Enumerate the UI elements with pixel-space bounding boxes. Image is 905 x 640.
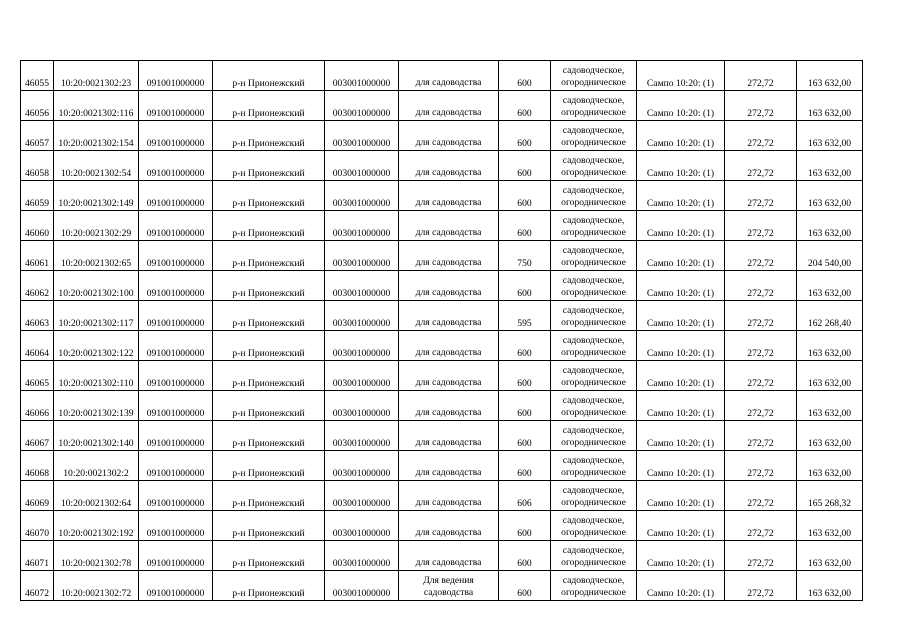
cell-oktmo-code: 091001000000 [139,181,213,211]
cell-okato-code: 003001000000 [325,511,399,541]
cell-specific-value: 272,72 [725,451,797,481]
cell-cadastral-number: 10:20:0021302:100 [54,271,139,301]
cell-oktmo-code: 091001000000 [139,421,213,451]
cell-okato-code: 003001000000 [325,211,399,241]
cell-cadastral-zone: Сампо 10:20: (1) [637,361,725,391]
cell-use-category: садоводческое, огородническое [551,421,637,451]
table-row [21,331,863,361]
cell-district: р-н Прионежский [213,361,325,391]
cell-area: 600 [499,511,551,541]
cell-oktmo-code: 091001000000 [139,361,213,391]
cell-cadastral-value: 163 632,00 [797,181,863,211]
cell-okato-code: 003001000000 [325,121,399,151]
cell-district: р-н Прионежский [213,511,325,541]
cell-area: 600 [499,91,551,121]
table-row [21,361,863,391]
cell-cadastral-zone: Сампо 10:20: (1) [637,61,725,91]
table-row [21,121,863,151]
table-row [21,271,863,301]
cell-cadastral-number: 10:20:0021302:154 [54,121,139,151]
cell-cadastral-zone: Сампо 10:20: (1) [637,421,725,451]
cell-oktmo-code: 091001000000 [139,91,213,121]
cell-oktmo-code: 091001000000 [139,511,213,541]
cell-cadastral-value: 163 632,00 [797,151,863,181]
cell-use-category: садоводческое, огородническое [551,211,637,241]
cell-okato-code: 003001000000 [325,451,399,481]
cell-row-number: 46055 [21,61,54,91]
cell-use-category: садоводческое, огородническое [551,511,637,541]
cell-specific-value: 272,72 [725,421,797,451]
cell-cadastral-value: 163 632,00 [797,271,863,301]
cell-cadastral-value: 162 268,40 [797,301,863,331]
cell-okato-code: 003001000000 [325,391,399,421]
document-page [20,60,863,601]
cell-oktmo-code: 091001000000 [139,121,213,151]
cell-specific-value: 272,72 [725,271,797,301]
cell-permitted-use: для садоводства [399,511,499,541]
table-row [21,511,863,541]
cell-specific-value: 272,72 [725,361,797,391]
cell-permitted-use: для садоводства [399,241,499,271]
cell-cadastral-number: 10:20:0021302:72 [54,571,139,601]
cell-row-number: 46069 [21,481,54,511]
cell-district: р-н Прионежский [213,91,325,121]
cell-use-category: садоводческое, огородническое [551,541,637,571]
cell-area: 600 [499,421,551,451]
cell-permitted-use: для садоводства [399,61,499,91]
cell-cadastral-number: 10:20:0021302:64 [54,481,139,511]
cell-cadastral-value: 163 632,00 [797,61,863,91]
table-row [21,541,863,571]
cell-okato-code: 003001000000 [325,91,399,121]
cell-district: р-н Прионежский [213,241,325,271]
cell-cadastral-zone: Сампо 10:20: (1) [637,511,725,541]
cell-area: 600 [499,541,551,571]
cell-use-category: садоводческое, огородническое [551,331,637,361]
cell-okato-code: 003001000000 [325,271,399,301]
cell-district: р-н Прионежский [213,301,325,331]
cell-specific-value: 272,72 [725,61,797,91]
cell-area: 600 [499,571,551,601]
table-body [21,61,863,601]
cell-permitted-use: для садоводства [399,271,499,301]
cell-row-number: 46062 [21,271,54,301]
cell-row-number: 46071 [21,541,54,571]
cell-cadastral-value: 163 632,00 [797,451,863,481]
cell-specific-value: 272,72 [725,91,797,121]
cell-cadastral-zone: Сампо 10:20: (1) [637,121,725,151]
cell-cadastral-value: 163 632,00 [797,511,863,541]
cell-oktmo-code: 091001000000 [139,331,213,361]
cell-permitted-use: для садоводства [399,481,499,511]
cell-permitted-use: для садоводства [399,181,499,211]
cell-okato-code: 003001000000 [325,571,399,601]
cell-permitted-use: для садоводства [399,421,499,451]
cell-use-category: садоводческое, огородническое [551,271,637,301]
cell-cadastral-zone: Сампо 10:20: (1) [637,331,725,361]
cell-oktmo-code: 091001000000 [139,211,213,241]
cell-row-number: 46068 [21,451,54,481]
cell-cadastral-zone: Сампо 10:20: (1) [637,271,725,301]
cell-oktmo-code: 091001000000 [139,271,213,301]
cell-specific-value: 272,72 [725,511,797,541]
cell-district: р-н Прионежский [213,541,325,571]
cell-use-category: садоводческое, огородническое [551,121,637,151]
cell-area: 600 [499,361,551,391]
cell-district: р-н Прионежский [213,421,325,451]
table-row [21,421,863,451]
cell-cadastral-number: 10:20:0021302:192 [54,511,139,541]
cell-area: 750 [499,241,551,271]
cell-district: р-н Прионежский [213,181,325,211]
cell-oktmo-code: 091001000000 [139,151,213,181]
cell-permitted-use: для садоводства [399,121,499,151]
cell-okato-code: 003001000000 [325,151,399,181]
cell-use-category: садоводческое, огородническое [551,481,637,511]
table-row [21,301,863,331]
cell-specific-value: 272,72 [725,241,797,271]
cell-use-category: садоводческое, огородническое [551,151,637,181]
cell-cadastral-number: 10:20:0021302:54 [54,151,139,181]
cell-cadastral-zone: Сампо 10:20: (1) [637,391,725,421]
cell-cadastral-number: 10:20:0021302:29 [54,211,139,241]
cell-cadastral-number: 10:20:0021302:110 [54,361,139,391]
cell-row-number: 46067 [21,421,54,451]
cell-cadastral-number: 10:20:0021302:78 [54,541,139,571]
cell-use-category: садоводческое, огородническое [551,361,637,391]
cell-district: р-н Прионежский [213,121,325,151]
cell-okato-code: 003001000000 [325,541,399,571]
cell-specific-value: 272,72 [725,211,797,241]
cell-permitted-use: для садоводства [399,301,499,331]
cell-district: р-н Прионежский [213,571,325,601]
cell-area: 600 [499,451,551,481]
cell-permitted-use: Для ведения садоводства [399,571,499,601]
cell-oktmo-code: 091001000000 [139,481,213,511]
cell-area: 600 [499,271,551,301]
cell-use-category: садоводческое, огородническое [551,241,637,271]
cell-cadastral-value: 204 540,00 [797,241,863,271]
cell-area: 600 [499,151,551,181]
cell-use-category: садоводческое, огородническое [551,61,637,91]
table-row [21,571,863,601]
cell-specific-value: 272,72 [725,121,797,151]
cell-cadastral-zone: Сампо 10:20: (1) [637,91,725,121]
cell-district: р-н Прионежский [213,331,325,361]
table-row [21,61,863,91]
cell-row-number: 46063 [21,301,54,331]
cell-permitted-use: для садоводства [399,391,499,421]
table-row [21,211,863,241]
cell-district: р-н Прионежский [213,391,325,421]
cell-use-category: садоводческое, огородническое [551,181,637,211]
cell-row-number: 46059 [21,181,54,211]
table-row [21,481,863,511]
cell-district: р-н Прионежский [213,151,325,181]
cell-cadastral-zone: Сампо 10:20: (1) [637,481,725,511]
cell-cadastral-zone: Сампо 10:20: (1) [637,151,725,181]
table-row [21,241,863,271]
cell-oktmo-code: 091001000000 [139,571,213,601]
cell-cadastral-zone: Сампо 10:20: (1) [637,181,725,211]
cell-row-number: 46056 [21,91,54,121]
table-row [21,91,863,121]
cell-cadastral-number: 10:20:0021302:116 [54,91,139,121]
cell-permitted-use: для садоводства [399,331,499,361]
cell-row-number: 46066 [21,391,54,421]
cell-okato-code: 003001000000 [325,181,399,211]
cell-specific-value: 272,72 [725,151,797,181]
cell-okato-code: 003001000000 [325,331,399,361]
cell-row-number: 46072 [21,571,54,601]
cell-cadastral-value: 163 632,00 [797,331,863,361]
cell-cadastral-number: 10:20:0021302:117 [54,301,139,331]
cell-oktmo-code: 091001000000 [139,541,213,571]
cell-okato-code: 003001000000 [325,61,399,91]
cell-district: р-н Прионежский [213,271,325,301]
cell-specific-value: 272,72 [725,571,797,601]
cell-row-number: 46070 [21,511,54,541]
cell-area: 600 [499,121,551,151]
cell-district: р-н Прионежский [213,481,325,511]
table-row [21,451,863,481]
cell-use-category: садоводческое, огородническое [551,451,637,481]
cell-cadastral-zone: Сампо 10:20: (1) [637,541,725,571]
cell-area: 600 [499,331,551,361]
cell-cadastral-value: 163 632,00 [797,121,863,151]
cell-use-category: садоводческое, огородническое [551,391,637,421]
cell-permitted-use: для садоводства [399,451,499,481]
cell-district: р-н Прионежский [213,61,325,91]
cell-cadastral-value: 163 632,00 [797,361,863,391]
cell-oktmo-code: 091001000000 [139,391,213,421]
cell-cadastral-number: 10:20:0021302:23 [54,61,139,91]
cell-specific-value: 272,72 [725,181,797,211]
cell-district: р-н Прионежский [213,451,325,481]
cell-oktmo-code: 091001000000 [139,241,213,271]
cell-specific-value: 272,72 [725,391,797,421]
cell-area: 600 [499,181,551,211]
cell-cadastral-zone: Сампо 10:20: (1) [637,451,725,481]
cell-row-number: 46060 [21,211,54,241]
cell-okato-code: 003001000000 [325,301,399,331]
cell-oktmo-code: 091001000000 [139,61,213,91]
cell-cadastral-value: 163 632,00 [797,421,863,451]
cell-cadastral-zone: Сампо 10:20: (1) [637,301,725,331]
cell-row-number: 46058 [21,151,54,181]
cell-okato-code: 003001000000 [325,361,399,391]
cell-cadastral-number: 10:20:0021302:65 [54,241,139,271]
cell-use-category: садоводческое, огородническое [551,91,637,121]
cell-permitted-use: для садоводства [399,151,499,181]
cell-cadastral-value: 163 632,00 [797,91,863,121]
cell-area: 595 [499,301,551,331]
cell-cadastral-value: 163 632,00 [797,541,863,571]
cell-cadastral-number: 10:20:0021302:149 [54,181,139,211]
cell-district: р-н Прионежский [213,211,325,241]
cell-okato-code: 003001000000 [325,421,399,451]
cell-cadastral-zone: Сампо 10:20: (1) [637,211,725,241]
cell-specific-value: 272,72 [725,481,797,511]
cell-area: 600 [499,211,551,241]
cell-cadastral-number: 10:20:0021302:139 [54,391,139,421]
cell-row-number: 46057 [21,121,54,151]
cell-cadastral-value: 163 632,00 [797,391,863,421]
cell-row-number: 46065 [21,361,54,391]
cell-permitted-use: для садоводства [399,541,499,571]
cell-cadastral-zone: Сампо 10:20: (1) [637,241,725,271]
cell-oktmo-code: 091001000000 [139,451,213,481]
cell-cadastral-number: 10:20:0021302:2 [54,451,139,481]
cell-cadastral-value: 163 632,00 [797,211,863,241]
cell-use-category: садоводческое, огородническое [551,571,637,601]
cell-row-number: 46061 [21,241,54,271]
cell-area: 600 [499,61,551,91]
table-row [21,181,863,211]
cell-cadastral-value: 165 268,32 [797,481,863,511]
cell-permitted-use: для садоводства [399,91,499,121]
cell-cadastral-number: 10:20:0021302:140 [54,421,139,451]
land-plots-table [20,60,863,601]
cell-specific-value: 272,72 [725,541,797,571]
cell-okato-code: 003001000000 [325,481,399,511]
cell-cadastral-value: 163 632,00 [797,571,863,601]
cell-oktmo-code: 091001000000 [139,301,213,331]
cell-permitted-use: для садоводства [399,211,499,241]
cell-use-category: садоводческое, огородническое [551,301,637,331]
cell-permitted-use: для садоводства [399,361,499,391]
table-row [21,391,863,421]
cell-row-number: 46064 [21,331,54,361]
table-row [21,151,863,181]
cell-okato-code: 003001000000 [325,241,399,271]
cell-area: 600 [499,391,551,421]
cell-area: 606 [499,481,551,511]
cell-specific-value: 272,72 [725,301,797,331]
cell-cadastral-number: 10:20:0021302:122 [54,331,139,361]
cell-cadastral-zone: Сампо 10:20: (1) [637,571,725,601]
cell-specific-value: 272,72 [725,331,797,361]
